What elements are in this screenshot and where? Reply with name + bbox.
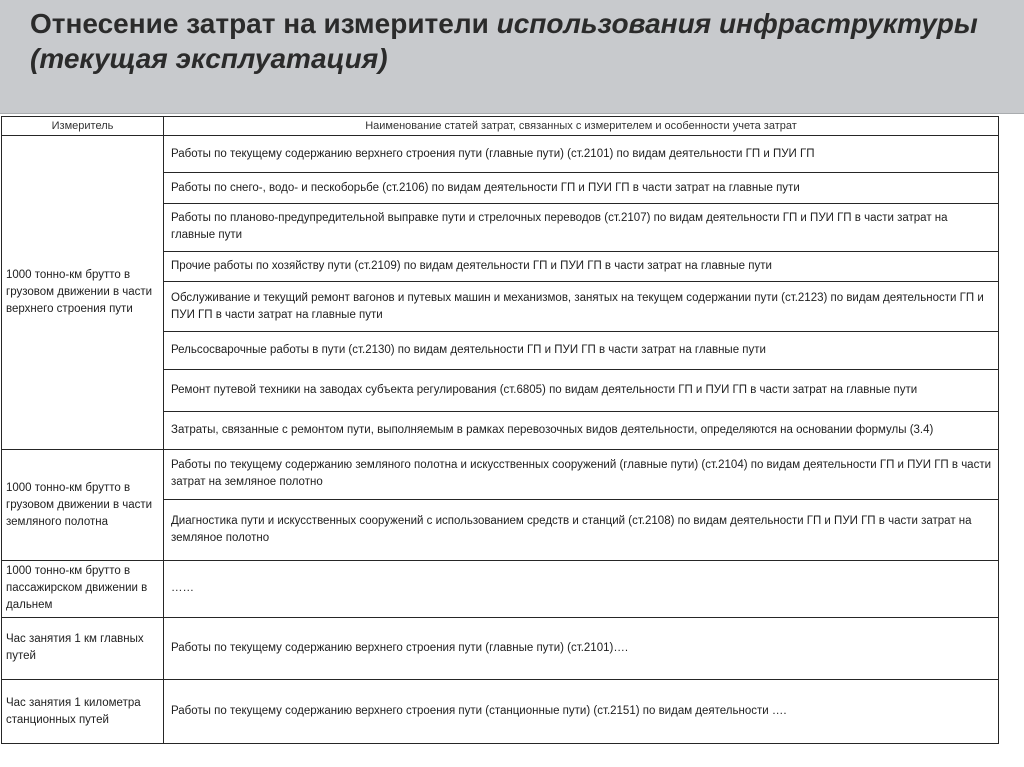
cost-item-cell: Работы по текущему содержанию верхнего строения пути (главные пути) (ст.2101)…. — [164, 617, 999, 680]
slide-title — [30, 6, 1010, 76]
meter-cell: Час занятия 1 км главных путей — [2, 617, 164, 680]
cost-item-cell: Работы по текущему содержанию верхнего строения пути (станционные пути) (ст.2151) по видам деятельности …. — [164, 680, 999, 744]
header-items: Наименование статей затрат, связанных с измерителем и особенности учета затрат — [164, 117, 999, 136]
cost-item-cell: Затраты, связанные с ремонтом пути, выполняемым в рамках перевозочных видов деятельности, определяются на основании формулы (3.4) — [164, 411, 999, 449]
cost-item-cell: Диагностика пути и искусственных сооружений с использованием средств и станций (ст.2108) по видам деятельности ГП и ПУИ ГП в части затрат на земляное полотно — [164, 499, 999, 561]
cost-item-cell: …… — [164, 561, 999, 618]
header-row — [2, 117, 999, 136]
cost-item-cell: Работы по планово-предупредительной выправке пути и стрелочных переводов (ст.2107) по видам деятельности ГП и ПУИ ГП в части затрат на главные пути — [164, 203, 999, 251]
meter-cell: 1000 тонно-км брутто в пассажирском движении в дальнем — [2, 561, 164, 618]
title-band — [0, 0, 1024, 114]
table-row — [2, 561, 999, 618]
meter-cell: 1000 тонно-км брутто в грузовом движении в части земляного полотна — [2, 450, 164, 561]
slide-title-italic: использования инфраструктуры (текущая эксплуатация) — [30, 8, 978, 74]
cost-item-cell: Работы по текущему содержанию верхнего строения пути (главные пути) (ст.2101) по видам деятельности ГП и ПУИ ГП — [164, 136, 999, 173]
table-row — [2, 136, 999, 173]
table-row — [2, 617, 999, 680]
header-meter: Измеритель — [2, 117, 164, 136]
cost-item-cell: Обслуживание и текущий ремонт вагонов и путевых машин и механизмов, занятых на текущем содержании пути (ст.2123) по видам деятельности ГП и ПУИ ГП в части затрат на главные пути — [164, 282, 999, 331]
meter-cell: Час занятия 1 километра станционных путей — [2, 680, 164, 744]
cost-item-cell: Рельсосварочные работы в пути (ст.2130) по видам деятельности ГП и ПУИ ГП в части затрат на главные пути — [164, 331, 999, 369]
table-row — [2, 450, 999, 499]
cost-item-cell: Ремонт путевой техники на заводах субъекта регулирования (ст.6805) по видам деятельности ГП и ПУИ ГП в части затрат на главные пути — [164, 370, 999, 411]
meter-cell: 1000 тонно-км брутто в грузовом движении в части верхнего строения пути — [2, 136, 164, 450]
cost-allocation-table — [1, 116, 999, 744]
cost-item-cell: Работы по текущему содержанию земляного полотна и искусственных сооружений (главные пути) (ст.2104) по видам деятельности ГП и ПУИ ГП в части затрат на земляное полотно — [164, 450, 999, 499]
table-row — [2, 680, 999, 744]
cost-item-cell: Прочие работы по хозяйству пути (ст.2109) по видам деятельности ГП и ПУИ ГП в части затрат на главные пути — [164, 252, 999, 282]
slide-title-normal: Отнесение затрат на измерители — [30, 8, 497, 39]
cost-item-cell: Работы по снего-, водо- и пескоборьбе (ст.2106) по видам деятельности ГП и ПУИ ГП в части затрат на главные пути — [164, 173, 999, 203]
